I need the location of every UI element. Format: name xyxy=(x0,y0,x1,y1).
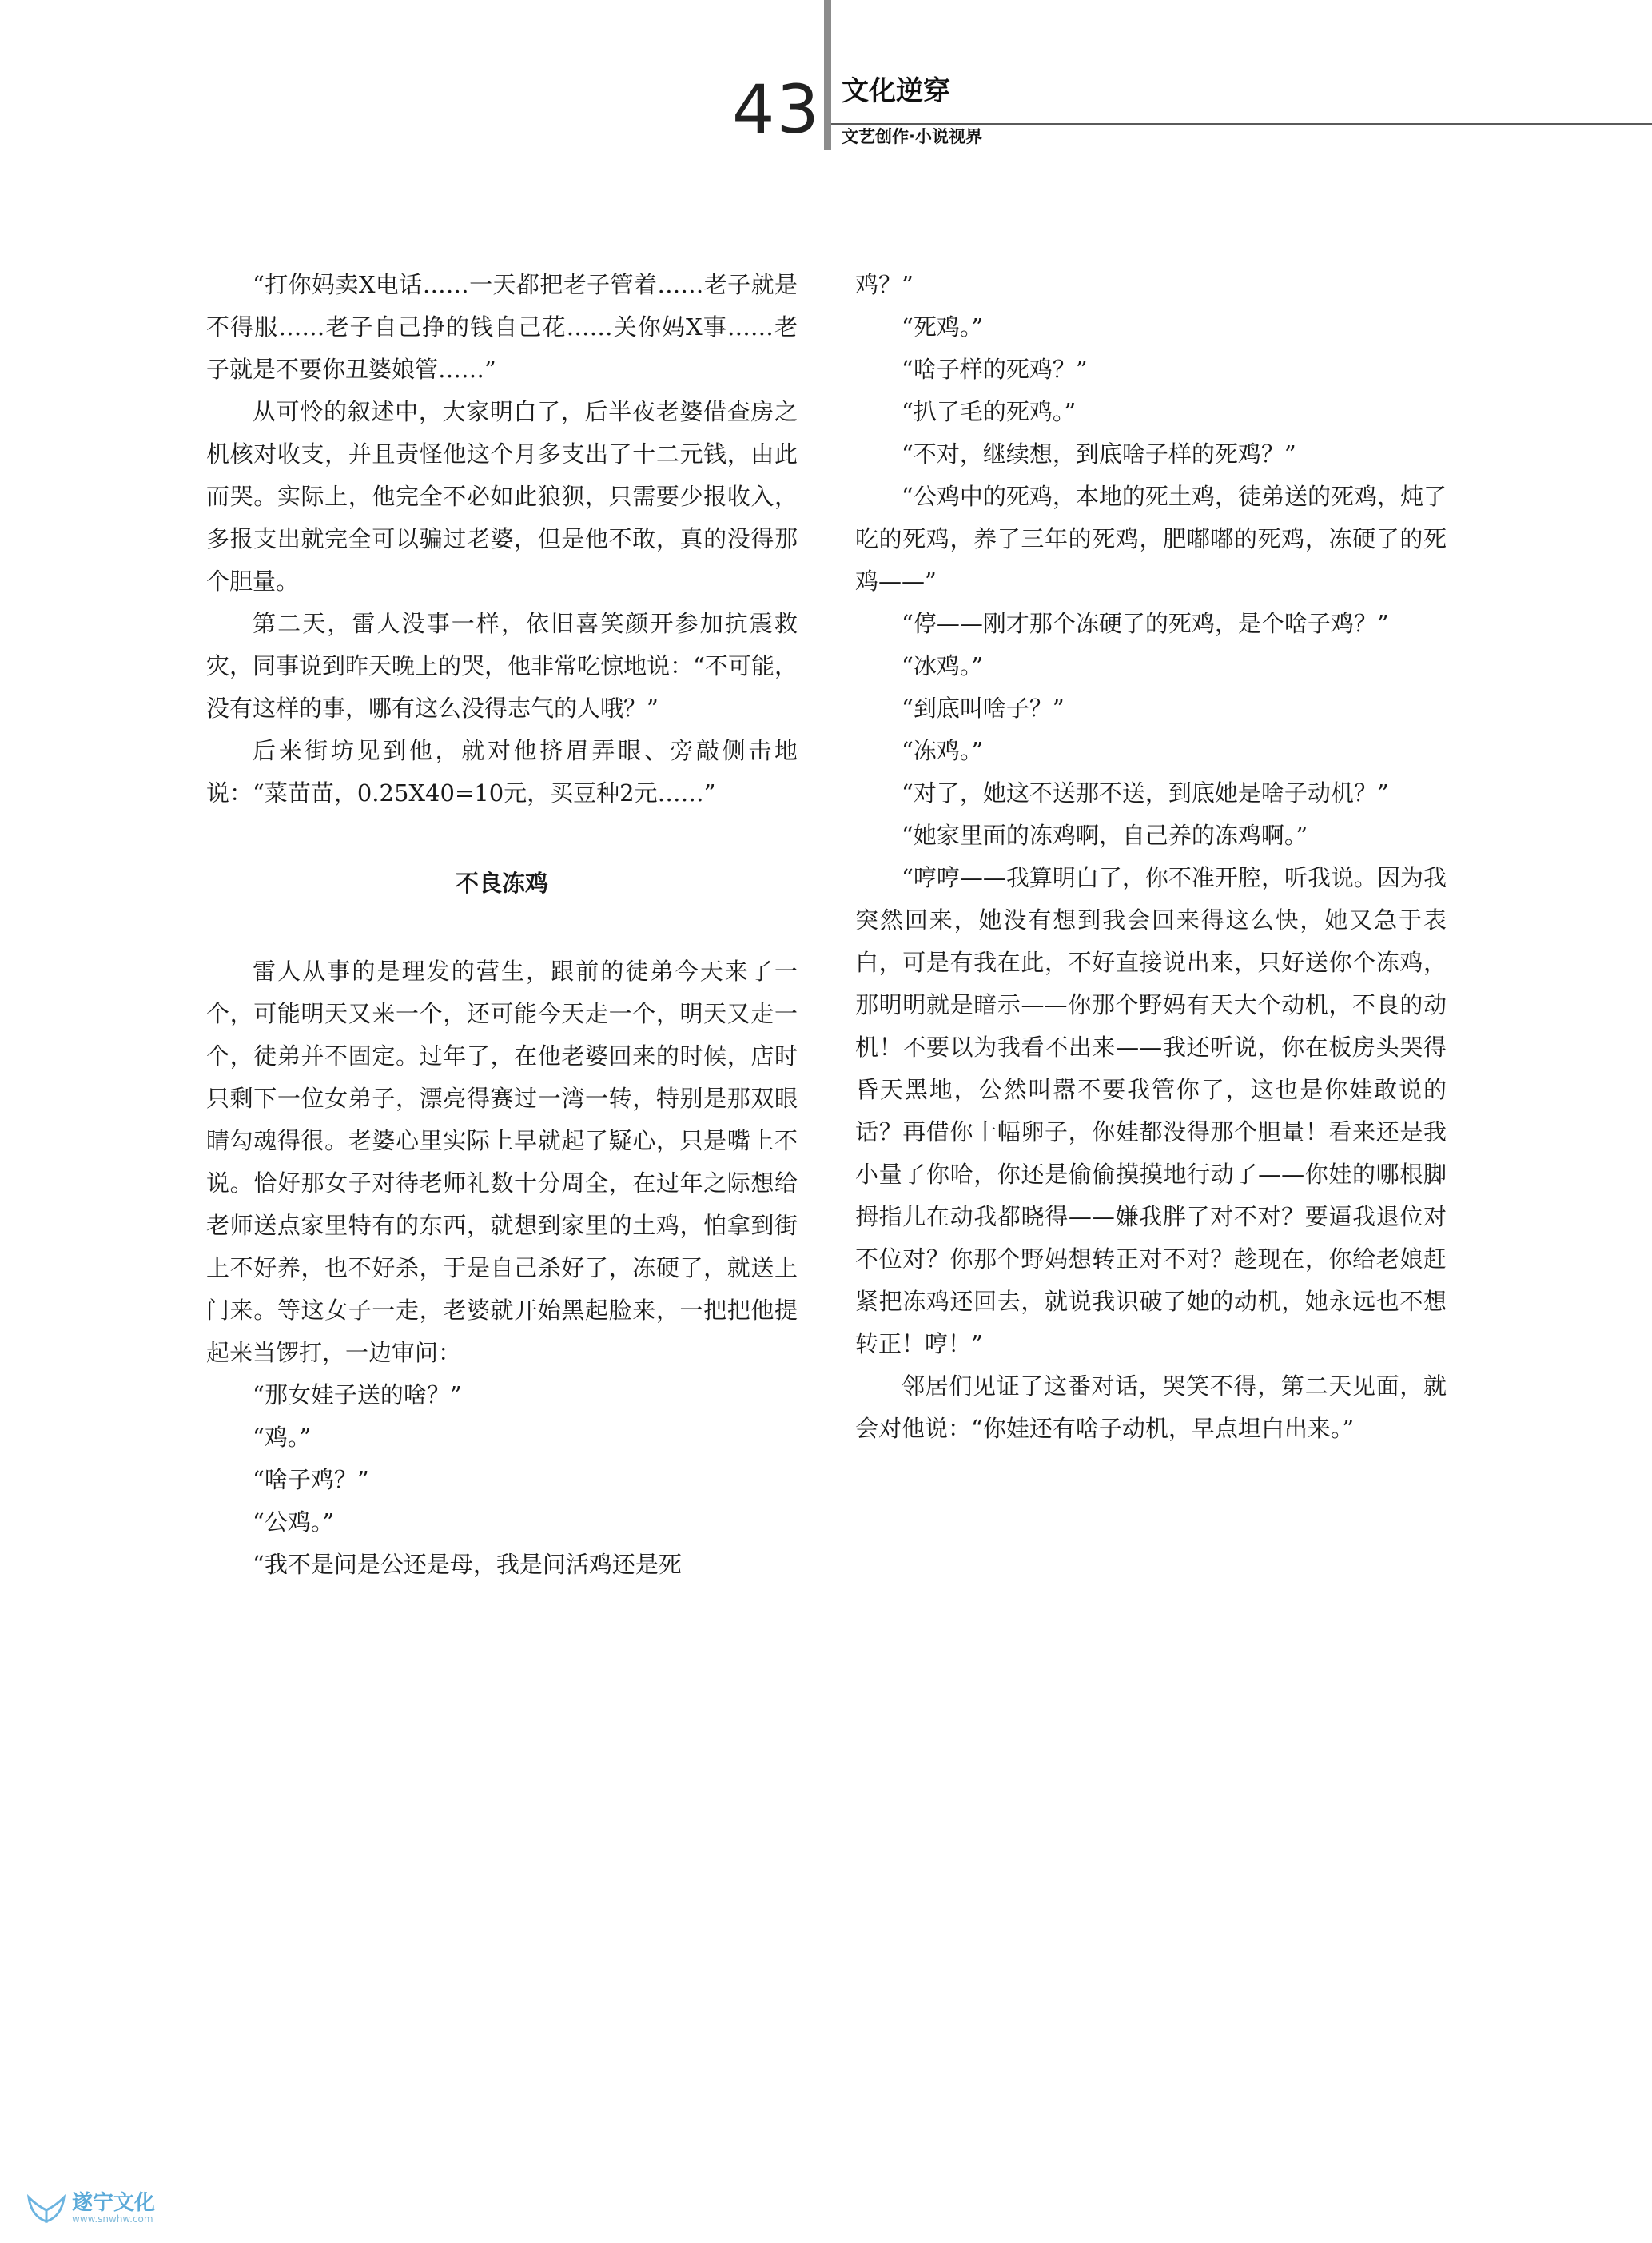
right-column xyxy=(855,264,1447,1450)
wings-logo-icon xyxy=(24,2186,69,2231)
dialogue-line: “鸡。” xyxy=(253,1424,312,1451)
dialogue-line: “到底叫啥子？” xyxy=(902,695,1065,722)
watermark-url: www.snwhw.com xyxy=(72,2213,153,2225)
dialogue-line: “那女娃子送的啥？” xyxy=(253,1381,462,1408)
dialogue-line: “公鸡。” xyxy=(253,1508,335,1536)
paragraph-continuation: 鸡？” xyxy=(855,271,914,298)
left-column xyxy=(206,264,798,1586)
dialogue-line: “啥子样的死鸡？” xyxy=(902,356,1088,383)
dialogue-line: “扒了毛的死鸡。” xyxy=(902,398,1077,425)
dialogue-line: “冻鸡。” xyxy=(902,737,984,764)
dialogue-line: “她家里面的冻鸡啊，自己养的冻鸡啊。” xyxy=(902,822,1308,849)
paragraph: 后来街坊见到他，就对他挤眉弄眼、旁敲侧击地说：“菜苗苗，0.25X40=10元，买豆种2元……” xyxy=(206,737,798,807)
dialogue-line: “公鸡中的死鸡，本地的死土鸡，徒弟送的死鸡，炖了吃的死鸡，养了三年的死鸡，肥嘟嘟的死鸡，冻硬了的死鸡——” xyxy=(855,483,1447,595)
page-number: 43 xyxy=(732,70,821,149)
dialogue-line: “对了，她这不送那不送，到底她是啥子动机？” xyxy=(902,779,1389,807)
section-title: 不良冻鸡 xyxy=(455,870,548,897)
paragraph: 第二天，雷人没事一样，依旧喜笑颜开参加抗震救灾，同事说到昨天晚上的哭，他非常吃惊地说：“不可能，没有这样的事，哪有这么没得志气的人哦？” xyxy=(206,610,798,722)
dialogue-line: “不对，继续想，到底啥子样的死鸡？” xyxy=(902,440,1296,468)
paragraph: 邻居们见证了这番对话，哭笑不得，第二天见面，就会对他说：“你娃还有啥子动机，早点坦白出来。” xyxy=(855,1372,1447,1442)
column-title: 文化逆穿 xyxy=(842,75,950,107)
paragraph: “打你妈卖X电话……一天都把老子管着……老子就是不得服……老子自己挣的钱自己花……关你妈X事……老子就是不要你丑婆娘管……” xyxy=(206,271,798,383)
dialogue-line: “啥子鸡？” xyxy=(253,1466,369,1493)
dialogue-line: “冰鸡。” xyxy=(902,652,984,679)
dialogue-line: “死鸡。” xyxy=(902,313,984,341)
paragraph: 从可怜的叙述中，大家明白了，后半夜老婆借查房之机核对收支，并且责怪他这个月多支出了十二元钱，由此而哭。实际上，他完全不必如此狼狈，只需要少报收入，多报支出就完全可以骗过老婆，但是他不敢，真的没得那个胆量。 xyxy=(206,398,798,595)
watermark xyxy=(24,2186,232,2234)
dialogue-line: “我不是问是公还是母，我是问活鸡还是死 xyxy=(253,1551,682,1578)
dialogue-line: “停——刚才那个冻硬了的死鸡，是个啥子鸡？” xyxy=(902,610,1389,637)
paragraph: 雷人从事的是理发的营生，跟前的徒弟今天来了一个，可能明天又来一个，还可能今天走一个，明天又走一个，徒弟并不固定。过年了，在他老婆回来的时候，店时只剩下一位女弟子，漂亮得赛过一湾一转，特别是那双眼睛勾魂得很。老婆心里实际上早就起了疑心，只是嘴上不说。恰好那女子对待老师礼数十分周全，在过年之际想给老师送点家里特有的东西，就想到家里的土鸡，怕拿到街上不好养，也不好杀，于是自己杀好了，冻硬了，就送上门来。等这女子一走，老婆就开始黑起脸来，一把把他提起来当锣打，一边审问： xyxy=(206,958,798,1366)
paragraph: “哼哼——我算明白了，你不准开腔，听我说。因为我突然回来，她没有想到我会回来得这么快，她又急于表白，可是有我在此，不好直接说出来，只好送你个冻鸡，那明明就是暗示——你那个野妈有天大个动机，不良的动机！不要以为我看不出来——我还听说，你在板房头哭得昏天黑地，公然叫嚣不要我管你了，这也是你娃敢说的话？再借你十幅卵子，你娃都没得那个胆量！看来还是我小量了你哈，你还是偷偷摸摸地行动了——你娃的哪根脚拇指儿在动我都晓得——嫌我胖了对不对？要逼我退位对不位对？你那个野妈想转正对不对？趁现在，你给老娘赶紧把冻鸡还回去，就说我识破了她的动机，她永远也不想转正！哼！” xyxy=(855,864,1447,1357)
header-vertical-bar xyxy=(824,0,831,150)
column-subtitle: 文艺创作·小说视界 xyxy=(842,127,982,146)
watermark-logo-text: 遂宁文化 xyxy=(72,2191,156,2215)
